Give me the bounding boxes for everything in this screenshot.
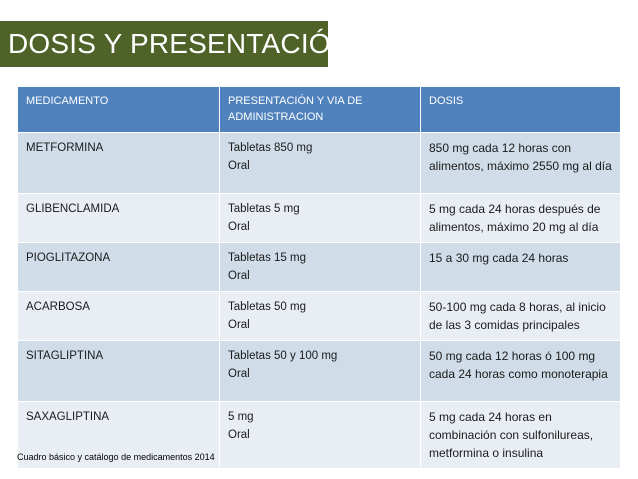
cell-dosis: 5 mg cada 24 horas en combinación con sulfonilureas, metformina o insulina (421, 402, 621, 469)
table-row (18, 133, 621, 194)
cell-presentacion (220, 341, 421, 402)
cell-dosis: 5 mg cada 24 horas después de alimentos, máximo 20 mg al día (421, 194, 621, 243)
presentacion-text: 5 mg (228, 411, 254, 423)
cell-medicamento: PIOGLITAZONA (18, 243, 220, 292)
header-presentacion: PRESENTACIÓN Y VIA DE ADMINISTRACION (220, 87, 421, 133)
via-text: Oral (228, 221, 250, 233)
cell-presentacion (220, 292, 421, 341)
presentacion-text: Tabletas 850 mg (228, 142, 313, 154)
presentacion-text: Tabletas 5 mg (228, 203, 300, 215)
cell-dosis: 50-100 mg cada 8 horas, al inicio de las 3 comidas principales (421, 292, 621, 341)
via-text: Oral (228, 319, 250, 331)
cell-dosis: 15 a 30 mg cada 24 horas (421, 243, 621, 292)
via-text: Oral (228, 368, 250, 380)
cell-dosis: 850 mg cada 12 horas con alimentos, máximo 2550 mg al día (421, 133, 621, 194)
presentacion-text: Tabletas 50 mg (228, 301, 306, 313)
table-row (18, 194, 621, 243)
header-dosis: DOSIS (421, 87, 621, 133)
slide-title: DOSIS Y PRESENTACIÓN (8, 28, 352, 59)
cell-medicamento: SITAGLIPTINA (18, 341, 220, 402)
table-header-row (18, 87, 621, 133)
cell-medicamento: SAXAGLIPTINA (18, 402, 220, 469)
title-banner (0, 21, 352, 67)
source-citation: Cuadro básico y catálogo de medicamentos 2014 (17, 452, 215, 462)
cell-medicamento: ACARBOSA (18, 292, 220, 341)
cell-presentacion (220, 133, 421, 194)
table-row (18, 292, 621, 341)
via-text: Oral (228, 160, 250, 172)
table-row (18, 341, 621, 402)
cell-medicamento: GLIBENCLAMIDA (18, 194, 220, 243)
presentacion-text: Tabletas 50 y 100 mg (228, 350, 338, 362)
cell-presentacion (220, 194, 421, 243)
cell-presentacion (220, 402, 421, 469)
cell-medicamento: METFORMINA (18, 133, 220, 194)
cell-dosis: 50 mg cada 12 horas ó 100 mg cada 24 horas como monoterapia (421, 341, 621, 402)
presentacion-text: Tabletas 15 mg (228, 252, 306, 264)
medication-table (17, 86, 621, 469)
header-medicamento: MEDICAMENTO (18, 87, 220, 133)
cell-presentacion (220, 243, 421, 292)
via-text: Oral (228, 270, 250, 282)
via-text: Oral (228, 429, 250, 441)
table-row (18, 243, 621, 292)
